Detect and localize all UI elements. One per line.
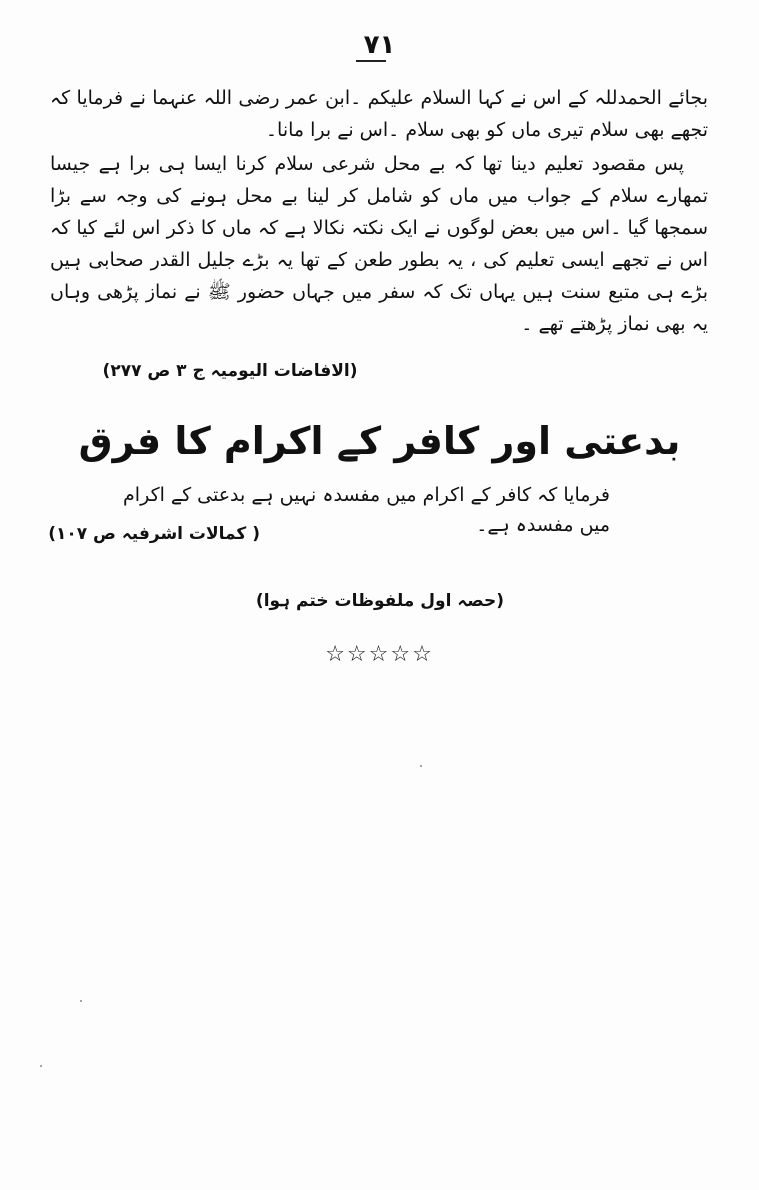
page-number-text: ۷۱ — [363, 30, 396, 60]
citation-kamalat: ( کمالات اشرفیہ ص ۱۰۷) — [48, 524, 260, 544]
scan-speck — [80, 1000, 82, 1002]
star-divider: ☆☆☆☆☆ — [325, 642, 434, 667]
page-number — [0, 30, 759, 60]
statement-text: فرمایا کہ کافر کے اکرام میں مفسدہ نہیں ہے بدعتی کے اکرام میں مفسدہ ہے۔ — [123, 484, 610, 536]
closing-note: (حصہ اول ملفوظات ختم ہوا) — [255, 591, 505, 611]
scan-speck — [420, 765, 422, 767]
scan-speck — [40, 1065, 42, 1067]
paragraph-1: بجائے الحمدللہ کے اس نے کہا السلام علیکم ۔ابن عمر رضی اللہ عنہما نے فرمایا کہ تجھے بھی سلام تیری ماں کو بھی سلام ۔اس نے برا مانا۔ — [50, 87, 708, 141]
paragraph-2: پس مقصود تعلیم دینا تھا کہ بے محل شرعی سلام کرنا ایسا ہی برا ہے جیسا تمھارے سلام کے جواب میں ماں کو شامل کر لینا بے محل ہونے کی وجہ سے بڑا سمجھا گیا ۔اس میں بعض لوگوں نے ایک نکتہ نکالا ہے کہ ماں کا ذکر اس لئے کیا کہ اس نے تجھے ایسی تعلیم کی ، یہ بطور طعن کے تھا یہ بڑے جلیل القدر صحابی ہیں بڑے ہی متبع سنت ہیں یہاں تک کہ سفر میں جہاں حضور ﷺ نے نماز پڑھی وہاں یہ بھی نماز پڑھتے تھے ۔ — [50, 153, 708, 335]
page-number-underline — [356, 60, 386, 62]
citation-afazat: (الافاضات الیومیہ ج ۳ ص ۲۷۷) — [102, 361, 358, 381]
section-heading: بدعتی اور کافر کے اکرام کا فرق — [78, 419, 681, 463]
